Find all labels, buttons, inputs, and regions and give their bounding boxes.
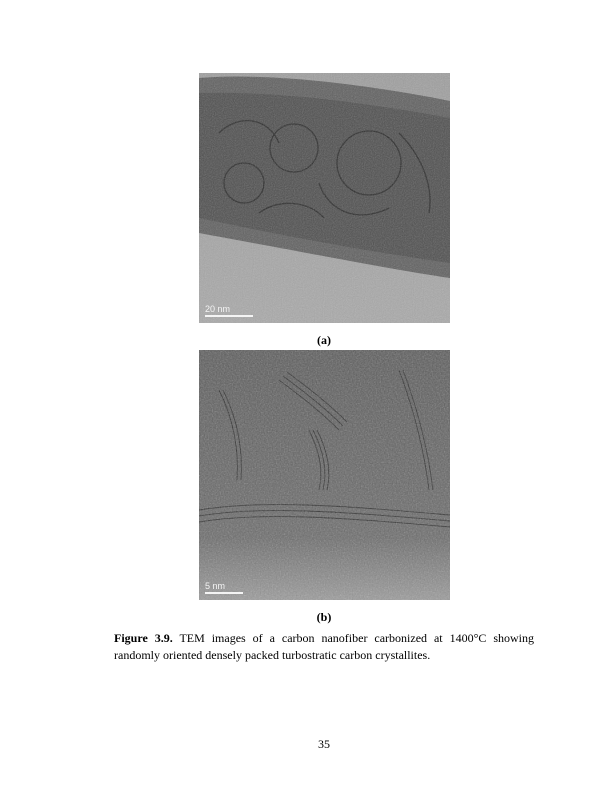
panel-label-a: (a) (317, 333, 331, 347)
tem-image-b (199, 350, 450, 600)
page-number: 35 (318, 737, 330, 751)
tem-image-a-graphic (199, 73, 450, 323)
scale-bar-a (205, 305, 253, 317)
scale-bar-a-line (205, 315, 253, 317)
tem-image-b-graphic (199, 350, 450, 600)
figure-caption-text: TEM images of a carbon nanofiber carbonized at 1400°C showing randomly oriented densely packed turbostratic carbon crystallites. (114, 631, 534, 662)
figure-caption-lead: Figure 3.9. (114, 631, 173, 645)
panel-label-b: (b) (316, 610, 332, 624)
scale-bar-b-label: 5 nm (205, 581, 226, 591)
scale-bar-b (205, 582, 243, 594)
scale-bar-b-line (205, 592, 243, 594)
scale-bar-a-label: 20 nm (205, 304, 231, 314)
tem-image-a (199, 73, 450, 323)
figure-caption (114, 630, 534, 664)
